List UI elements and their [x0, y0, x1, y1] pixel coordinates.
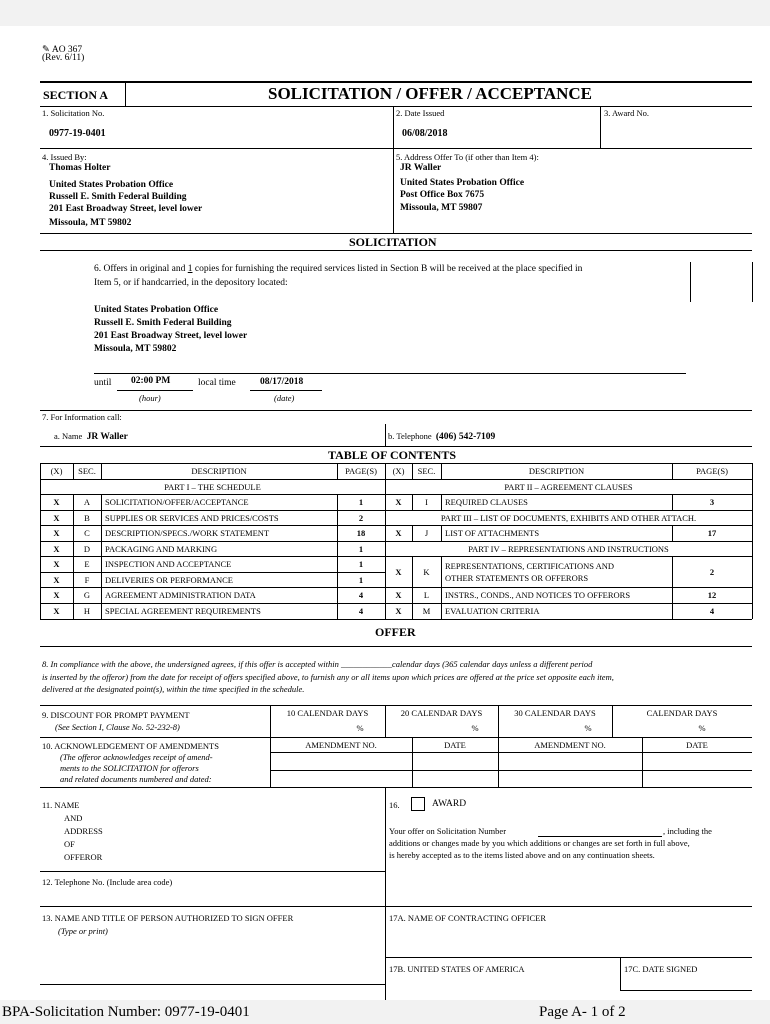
award-no-label: 3. Award No. [604, 108, 650, 118]
toc-check: X [53, 497, 60, 507]
toc-desc: INSTRS., CONDS., AND NOTICES TO OFFERORS [445, 590, 631, 600]
award-text: additions or changes made by you which additions or changes are set forth in full above, [389, 838, 690, 848]
toc-check: X [53, 574, 60, 585]
toc-pages: 1 [358, 543, 364, 554]
signer-sub: (Type or print) [58, 926, 108, 936]
toc-sec: H [83, 606, 91, 616]
toc-col-pages: PAGE(S) [696, 466, 728, 476]
info-label: 7. For Information call: [42, 412, 122, 422]
toc-col-x: (X) [392, 466, 405, 476]
toc-col-pages: PAGE(S) [345, 466, 377, 476]
toc-desc: EVALUATION CRITERIA [445, 606, 540, 616]
toc-sec: E [84, 559, 90, 569]
toc-sec: L [423, 590, 430, 600]
form-page [0, 26, 770, 1000]
offeror-label: ADDRESS [64, 826, 103, 836]
toc-sec: F [84, 574, 90, 585]
toc-col-desc: DESCRIPTION [528, 466, 585, 476]
phone-label: 12. Telephone No. (Include area code) [42, 877, 173, 887]
toc-pages: 4 [358, 590, 364, 600]
usa-label: 17B. UNITED STATES OF AMERICA [389, 964, 525, 974]
address-offer-line: United States Probation Office [400, 178, 525, 188]
toc-sec: G [83, 590, 91, 600]
discount-other-days: CALENDAR DAYS [646, 708, 718, 718]
amend-sub: (The offeror acknowledges receipt of amend- [60, 752, 213, 762]
offeror-label: OFFEROR [64, 852, 103, 862]
toc-check: X [53, 543, 60, 554]
toc-sec: J [424, 528, 429, 538]
pen-icon: ✎ [42, 45, 50, 55]
form-revision: (Rev. 6/11) [42, 53, 85, 63]
contact-name: JR Waller [86, 432, 128, 442]
depository-line: 201 East Broadway Street, level lower [94, 331, 248, 341]
solicitation-heading: SOLICITATION [349, 235, 437, 249]
toc-desc: REPRESENTATIONS, CERTIFICATIONS AND [445, 561, 615, 571]
toc-col-x: (X) [50, 466, 63, 476]
award-label: AWARD [432, 799, 467, 809]
amend-date-header: DATE [444, 740, 466, 750]
toc-desc: AGREEMENT ADMINISTRATION DATA [105, 590, 256, 600]
depository-line: United States Probation Office [94, 305, 219, 315]
toc-check: X [53, 590, 60, 600]
percent-sign: % [584, 723, 592, 733]
address-offer-line: Post Office Box 7675 [400, 190, 485, 200]
toc-part1: PART I – THE SCHEDULE [164, 481, 261, 492]
toc-desc: PACKAGING AND MARKING [105, 543, 218, 554]
item8-text: delivered at the designated point(s), within the time specified in the schedule. [42, 684, 305, 694]
toc-pages: 4 [709, 606, 715, 616]
toc-pages: 1 [358, 559, 364, 569]
toc-sec: K [423, 566, 430, 577]
toc-check: X [53, 528, 60, 538]
hour-caption: (hour) [139, 393, 161, 403]
toc-desc: SUPPLIES OR SERVICES AND PRICES/COSTS [105, 512, 279, 523]
toc-sec: D [83, 543, 91, 554]
section-label: SECTION A [43, 88, 109, 102]
toc-check: X [395, 606, 402, 616]
date-signed-label: 17C. DATE SIGNED [624, 964, 698, 974]
amend-date-header: DATE [686, 740, 708, 750]
issued-by-line: Missoula, MT 59802 [49, 218, 132, 228]
toc-pages: 12 [707, 590, 717, 600]
offeror-label: AND [64, 813, 83, 823]
contracting-officer-label: 17A. NAME OF CONTRACTING OFFICER [389, 913, 547, 923]
contact-tel: (406) 542-7109 [435, 432, 496, 442]
offeror-label: OF [64, 839, 75, 849]
toc-heading: TABLE OF CONTENTS [328, 448, 457, 462]
toc-pages: 17 [707, 528, 717, 538]
award-text: , including the [663, 826, 712, 836]
issued-by-line: Russell E. Smith Federal Building [49, 192, 187, 202]
toc-sec: M [422, 606, 431, 616]
toc-check: X [395, 497, 402, 507]
date-caption: (date) [274, 393, 295, 403]
toc-check: X [395, 590, 402, 600]
award-checkbox[interactable] [411, 797, 425, 811]
issued-by-line: United States Probation Office [49, 180, 174, 190]
item6-text-line2: Item 5, or if handcarried, in the depository located: [94, 278, 288, 288]
offeror-label: 11. NAME [42, 800, 80, 810]
offer-heading: OFFER [375, 625, 416, 639]
due-date: 08/17/2018 [260, 377, 304, 387]
toc-pages: 2 [709, 566, 715, 577]
toc-desc: LIST OF ATTACHMENTS [445, 528, 540, 538]
toc-desc: OTHER STATEMENTS OR OFFERORS [445, 573, 589, 583]
percent-sign: % [471, 723, 479, 733]
discount-30-days: 30 CALENDAR DAYS [514, 708, 596, 718]
award-item-number: 16. [389, 800, 400, 810]
address-offer-line: Missoula, MT 59807 [400, 203, 483, 213]
solicitation-no-label: 1. Solicitation No. [42, 108, 105, 118]
item8-text: is inserted by the offeror) from the date for receipt of offers specified above, to furnish any or all items upon which prices are offered at the price set opposite each item, [42, 672, 614, 682]
page-title: SOLICITATION / OFFER / ACCEPTANCE [268, 84, 592, 103]
date-issued-label: 2. Date Issued [396, 108, 445, 118]
toc-desc: SPECIAL AGREEMENT REQUIREMENTS [105, 606, 261, 616]
footer-solicitation: BPA-Solicitation Number: 0977-19-0401 [2, 1004, 250, 1020]
toc-desc: REQUIRED CLAUSES [445, 497, 528, 507]
item6-text: 6. Offers in original and 1 copies for furnishing the required services listed in Section B will be received at the place specified in [94, 264, 583, 274]
toc-pages: 2 [358, 512, 364, 523]
toc-part4: PART IV – REPRESENTATIONS AND INSTRUCTIONS [468, 543, 669, 554]
toc-check: X [395, 566, 402, 577]
solicitation-no: 0977-19-0401 [49, 128, 106, 139]
toc-pages: 3 [709, 497, 715, 507]
toc-col-sec: SEC. [78, 466, 96, 476]
address-offer-name: JR Waller [400, 163, 442, 173]
toc-part3: PART III – LIST OF DOCUMENTS, EXHIBITS AND OTHER ATTACH. [440, 512, 697, 523]
footer-page: Page A- 1 of 2 [539, 1004, 626, 1020]
toc-sec: I [425, 497, 428, 507]
toc-check: X [53, 559, 60, 569]
issued-by-label: 4. Issued By: [42, 152, 87, 162]
amend-sub: ments to the SOLICITATION for offerors [60, 763, 199, 773]
toc-pages: 1 [358, 574, 364, 585]
toc-check: X [53, 512, 60, 523]
toc-pages: 4 [358, 606, 364, 616]
toc-sec: C [84, 528, 90, 538]
amend-no-header: AMENDMENT NO. [534, 740, 606, 750]
toc-desc: SOLICITATION/OFFER/ACCEPTANCE [105, 497, 249, 507]
percent-sign: % [356, 723, 364, 733]
item8-text: 8. In compliance with the above, the undersigned agrees, if this offer is accepted within ____________calendar days (365 calendar days unless a different period [42, 659, 593, 669]
discount-20-days: 20 CALENDAR DAYS [400, 708, 483, 718]
amend-no-header: AMENDMENT NO. [305, 740, 377, 750]
toc-sec: B [84, 512, 90, 523]
until-label: until [94, 378, 112, 388]
issued-by-name: Thomas Holter [49, 163, 111, 173]
discount-sub: (See Section I, Clause No. 52-232-8) [55, 722, 180, 732]
amend-sub: and related documents numbered and dated: [60, 774, 212, 784]
toc-check: X [53, 606, 60, 616]
page-footer [0, 1000, 770, 1024]
discount-10-days: 10 CALENDAR DAYS [286, 708, 369, 718]
depository-line: Russell E. Smith Federal Building [94, 318, 232, 328]
address-offer-label: 5. Address Offer To (if other than Item 4): [396, 152, 539, 162]
toc-check: X [395, 528, 402, 538]
contact-tel-label: b. Telephone (406) 542-7109 [388, 431, 496, 442]
award-text: Your offer on Solicitation Number [389, 826, 507, 836]
toc-desc: DELIVERIES OR PERFORMANCE [105, 574, 233, 585]
percent-sign: % [698, 723, 706, 733]
due-time: 02:00 PM [131, 376, 171, 386]
form-number: AO 367 [51, 45, 83, 55]
contact-name-label: a. Name JR Waller [54, 431, 128, 442]
award-text: is hereby accepted as to the items listed above and on any continuation sheets. [389, 850, 655, 860]
toc-col-sec: SEC. [417, 466, 436, 476]
date-issued: 06/08/2018 [402, 128, 448, 139]
toc-desc: DESCRIPTION/SPECS./WORK STATEMENT [105, 528, 270, 538]
local-time-label: local time [198, 378, 236, 388]
toc-part2: PART II – AGREEMENT CLAUSES [504, 481, 633, 492]
signer-label: 13. NAME AND TITLE OF PERSON AUTHORIZED TO SIGN OFFER [42, 913, 294, 923]
discount-label: 9. DISCOUNT FOR PROMPT PAYMENT [42, 710, 190, 720]
amend-label: 10. ACKNOWLEDGEMENT OF AMENDMENTS [42, 741, 219, 751]
issued-by-line: 201 East Broadway Street, level lower [49, 204, 203, 214]
toc-col-desc: DESCRIPTION [191, 466, 247, 476]
toc-sec: A [83, 497, 91, 507]
toc-desc: INSPECTION AND ACCEPTANCE [105, 559, 232, 569]
toc-pages: 1 [358, 497, 364, 507]
depository-line: Missoula, MT 59802 [94, 344, 177, 354]
toc-pages: 18 [356, 528, 366, 538]
